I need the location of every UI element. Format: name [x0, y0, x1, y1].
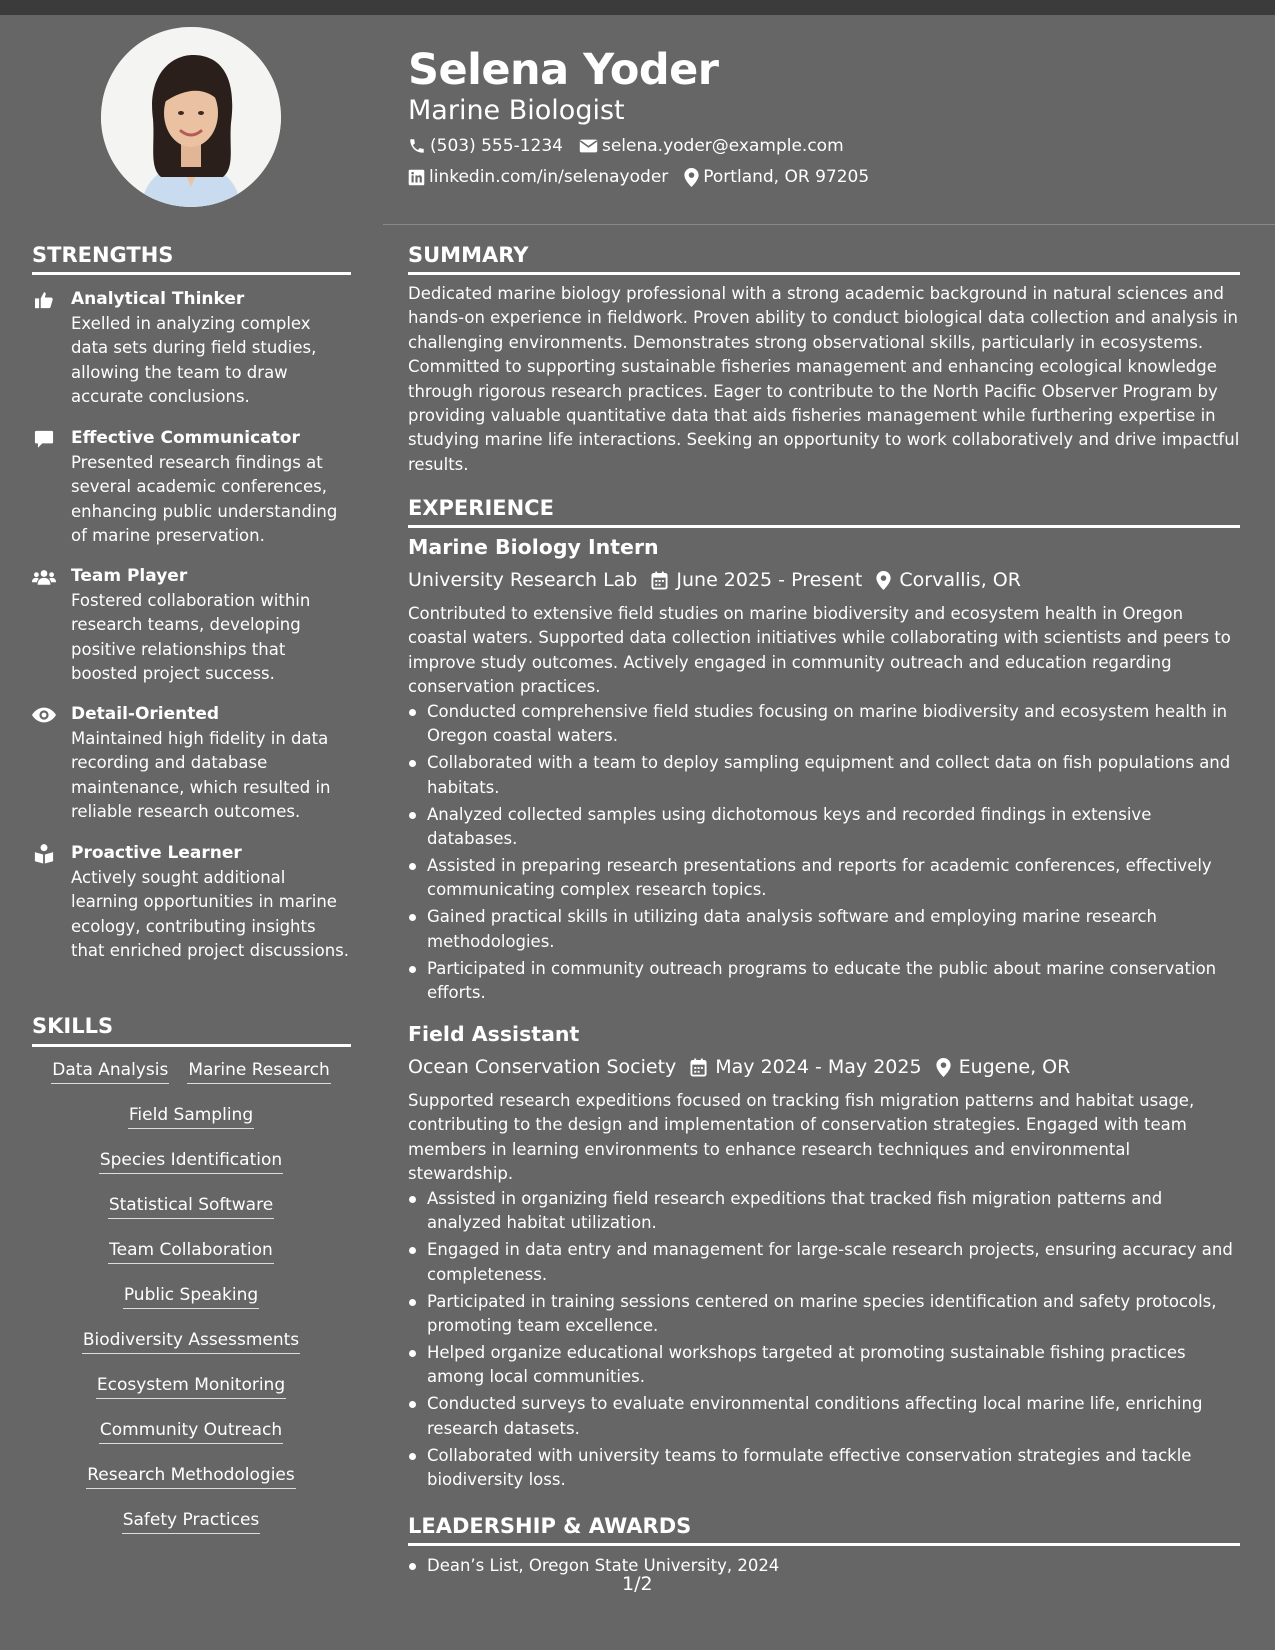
strength-description: Fostered collaboration within research teams, developing positive relationships that boosted project success. — [71, 591, 311, 684]
job-description: Supported research expeditions focused on tracking fish migration patterns and habitat usage, contributing to the design and implementation of conservation strategies. Engaged with team members in learning environments to enhance research techniques and environmental stewardship. — [408, 1091, 1195, 1184]
calendar-icon — [651, 571, 668, 590]
location-item — [684, 166, 869, 188]
list-item: Conducted comprehensive field studies focusing on marine biodiversity and ecosystem health in Oregon coastal waters. — [408, 700, 1240, 749]
map-pin-icon — [684, 168, 699, 187]
summary-rule — [408, 272, 1240, 275]
skill-tag: Community Outreach — [99, 1419, 283, 1444]
skills-rule — [32, 1044, 351, 1047]
job-title: Marine Biology Intern — [408, 535, 659, 559]
summary-heading: SUMMARY — [408, 243, 529, 267]
job-bullets — [408, 700, 1240, 1008]
strength-item — [32, 288, 350, 410]
job-description: Contributed to extensive field studies on marine biodiversity and ecosystem health in Oregon coastal waters. Supported data collection initiatives while collaborating with scientists and peers to improve study outcomes. Actively engaged in community outreach and education regarding conservation practices. — [408, 604, 1231, 697]
job-location: Eugene, OR — [958, 1056, 1071, 1078]
skill-tag: Research Methodologies — [86, 1464, 296, 1489]
linkedin-item — [408, 166, 668, 188]
summary-text: Dedicated marine biology professional with a strong academic background in natural sciences and hands-on experience in fieldwork. Proven ability to conduct biological data collection and analysis in challenging environments. Demonstrates strong observational skills, particularly in ecosystems. Committed to supporting sustainable fisheries management and enhancing ecological knowledge through rigorous research practices. Eager to contribute to the North Pacific Observer Program by providing valuable quantitative data that aids fisheries management while furthering expertise in studying marine life interactions. Seeking an opportunity to work collaboratively and drive impactful results. — [408, 284, 1240, 474]
map-pin-icon — [876, 571, 891, 590]
list-item: Analyzed collected samples using dichotomous keys and recorded findings in extensive databases. — [408, 803, 1240, 852]
strength-item — [32, 565, 350, 687]
list-item: Assisted in preparing research presentations and reports for academic conferences, effectively communicating complex research topics. — [408, 854, 1240, 903]
calendar-icon — [690, 1058, 707, 1077]
strengths-heading: STRENGTHS — [32, 243, 174, 267]
contact-row-1 — [408, 135, 860, 157]
list-item: Engaged in data entry and management for large-scale research projects, ensuring accuracy and completeness. — [408, 1238, 1240, 1287]
job-meta — [408, 1055, 1070, 1079]
eye-icon — [32, 705, 56, 725]
contact-row-2 — [408, 166, 885, 188]
list-item: Helped organize educational workshops targeted at promoting sustainable fishing practices among local communities. — [408, 1341, 1240, 1390]
speech-bubble-icon — [32, 429, 56, 449]
strengths-rule — [32, 272, 351, 275]
skill-tag: Marine Research — [187, 1059, 330, 1084]
job-company: Ocean Conservation Society — [408, 1056, 677, 1078]
strength-description: Maintained high fidelity in data recording and database maintenance, which resulted in reliable research outcomes. — [71, 729, 331, 822]
leadership-list — [408, 1554, 1240, 1581]
strength-item — [32, 703, 350, 825]
strength-item — [32, 842, 350, 964]
strength-title: Effective Communicator — [71, 428, 300, 448]
users-icon — [32, 567, 56, 587]
linkedin-icon — [408, 169, 425, 186]
skill-tag: Biodiversity Assessments — [82, 1329, 300, 1354]
book-reader-icon — [32, 844, 56, 864]
list-item: Participated in community outreach programs to educate the public about marine conservation efforts. — [408, 957, 1240, 1006]
skill-tag: Ecosystem Monitoring — [96, 1374, 286, 1399]
map-pin-icon — [936, 1058, 951, 1077]
job-company: University Research Lab — [408, 569, 638, 591]
job-title: Field Assistant — [408, 1022, 580, 1046]
list-item: Conducted surveys to evaluate environmental conditions affecting local marine life, enriching research datasets. — [408, 1392, 1240, 1441]
skill-tag: Statistical Software — [108, 1194, 274, 1219]
list-item: Participated in training sessions centered on marine species identification and safety protocols, promoting team excellence. — [408, 1290, 1240, 1339]
email-text: selena.yoder@example.com — [601, 136, 844, 156]
experience-heading: EXPERIENCE — [408, 496, 554, 520]
leadership-rule — [408, 1543, 1240, 1546]
job-dates: June 2025 - Present — [676, 569, 863, 591]
skill-tag: Data Analysis — [51, 1059, 169, 1084]
list-item: Dean’s List, Oregon State University, 2024 — [408, 1554, 1240, 1578]
linkedin-text: linkedin.com/in/selenayoder — [429, 167, 669, 187]
job-dates: May 2024 - May 2025 — [715, 1056, 922, 1078]
skill-tag: Team Collaboration — [108, 1239, 274, 1264]
skills-list — [32, 1059, 350, 1554]
thumbs-up-icon — [32, 290, 56, 310]
leadership-heading: LEADERSHIP & AWARDS — [408, 1514, 692, 1538]
skills-heading: SKILLS — [32, 1014, 114, 1038]
experience-rule — [408, 525, 1240, 528]
strength-description: Actively sought additional learning opportunities in marine ecology, contributing insights that enriched project discussions. — [71, 868, 349, 961]
candidate-title: Marine Biologist — [408, 95, 625, 126]
skill-tag: Safety Practices — [122, 1509, 261, 1534]
list-item: Assisted in organizing field research expeditions that tracked fish migration patterns and analyzed habitat utilization. — [408, 1187, 1240, 1236]
phone-icon — [408, 137, 426, 155]
strength-title: Detail-Oriented — [71, 704, 220, 724]
email-item — [579, 135, 844, 157]
strength-description: Exelled in analyzing complex data sets during field studies, allowing the team to draw accurate conclusions. — [71, 314, 317, 407]
profile-photo — [101, 27, 281, 207]
header-divider — [383, 224, 1275, 225]
phone-text: (503) 555-1234 — [430, 136, 563, 156]
job-meta — [408, 568, 1021, 592]
candidate-name: Selena Yoder — [408, 45, 719, 95]
envelope-icon — [579, 138, 598, 154]
skill-tag: Field Sampling — [128, 1104, 254, 1129]
strength-title: Analytical Thinker — [71, 289, 245, 309]
location-text: Portland, OR 97205 — [703, 167, 870, 187]
list-item: Collaborated with university teams to formulate effective conservation strategies and tackle biodiversity loss. — [408, 1444, 1240, 1493]
page-indicator: 1/2 — [622, 1573, 653, 1595]
job-bullets — [408, 1187, 1240, 1495]
job-location: Corvallis, OR — [899, 569, 1021, 591]
list-item: Gained practical skills in utilizing data analysis software and employing marine research methodologies. — [408, 905, 1240, 954]
skill-tag: Species Identification — [99, 1149, 283, 1174]
skill-tag: Public Speaking — [123, 1284, 259, 1309]
strength-item — [32, 427, 350, 549]
strength-description: Presented research findings at several academic conferences, enhancing public understanding of marine preservation. — [71, 453, 338, 546]
strength-title: Proactive Learner — [71, 843, 242, 863]
top-bar — [0, 0, 1275, 15]
list-item: Collaborated with a team to deploy sampling equipment and collect data on fish populations and habitats. — [408, 751, 1240, 800]
phone-item — [408, 135, 563, 157]
strength-title: Team Player — [71, 566, 188, 586]
